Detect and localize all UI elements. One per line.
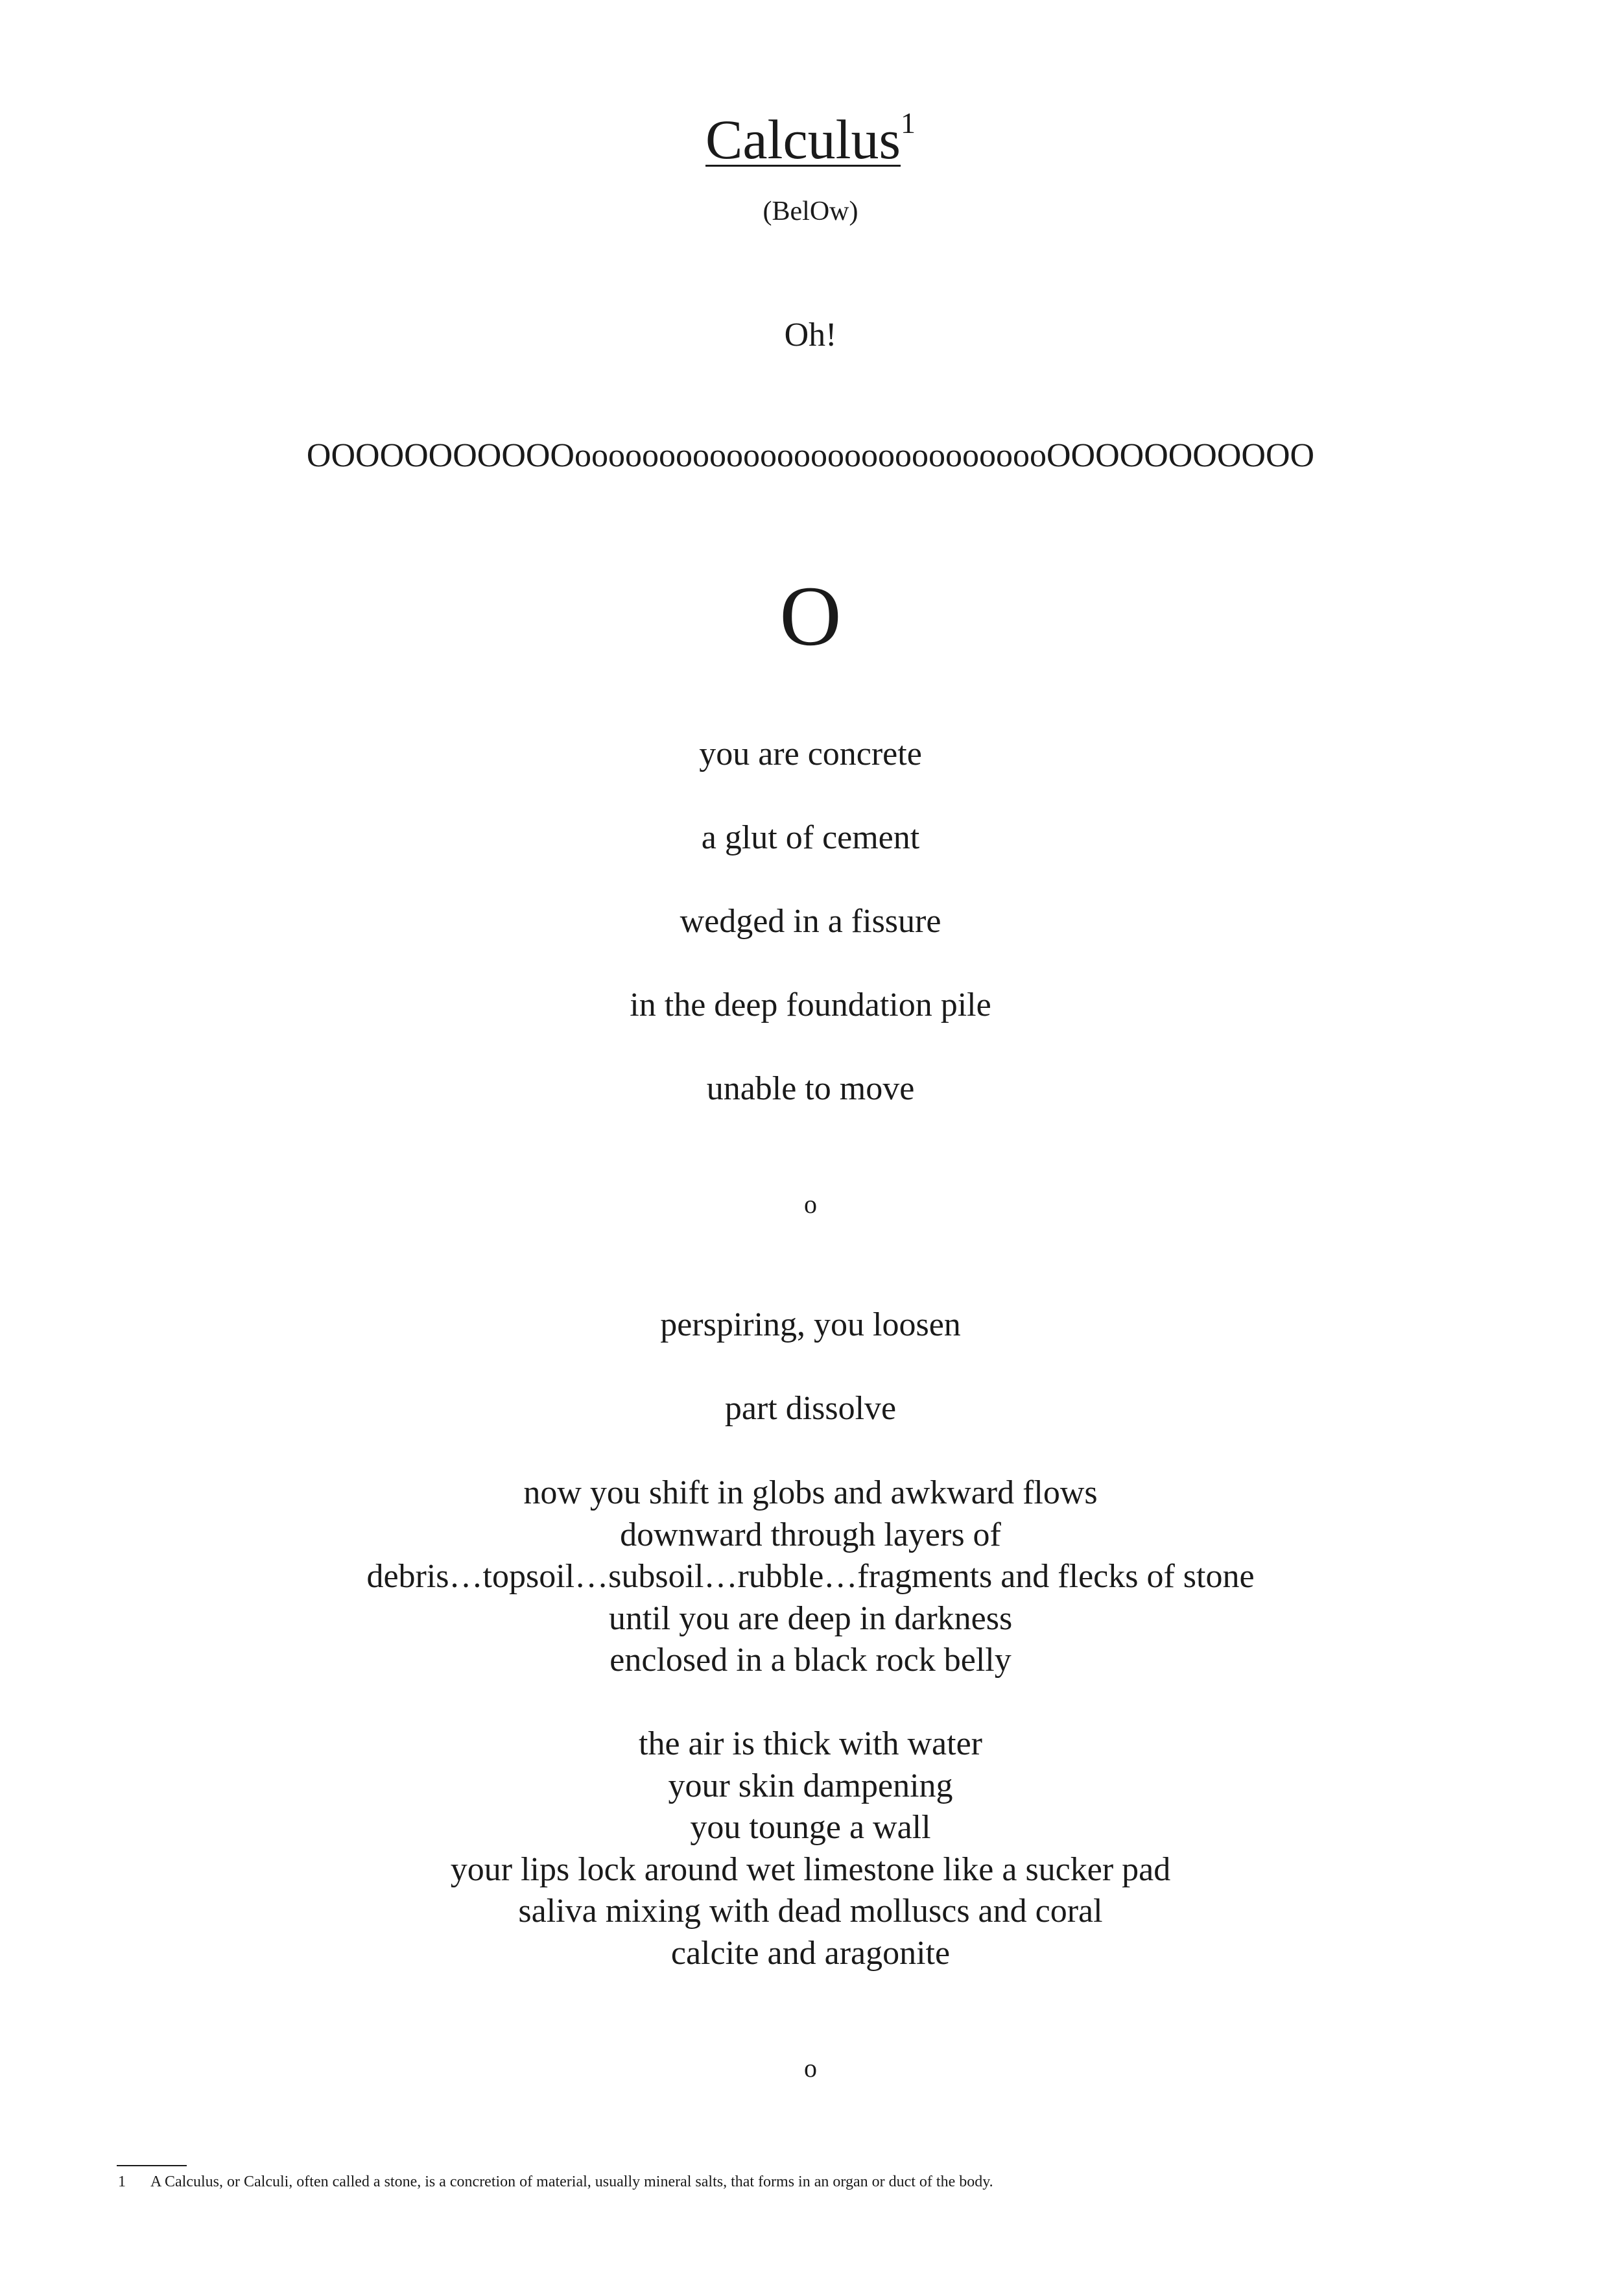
large-o: O xyxy=(779,568,842,664)
stanza3-line: enclosed in a black rock belly xyxy=(609,1642,1012,1679)
stanza1-line: you are concrete xyxy=(699,735,922,772)
footnote-number: 1 xyxy=(118,2173,126,2190)
stanza4-line: you tounge a wall xyxy=(690,1809,931,1846)
footnote-text: A Calculus, or Calculi, often called a stone, is a concretion of material, usually mineral salts, that forms in an organ or duct of the body. xyxy=(150,2173,993,2190)
stanza3 xyxy=(0,1472,1621,1682)
stanza4-line: saliva mixing with dead molluscs and coral xyxy=(518,1893,1103,1930)
long-o-line: OOOOOOOOOOOooooooooooooooooooooooooooooOOOOOOOOOOO xyxy=(306,437,1315,474)
footnote-rule xyxy=(117,2165,187,2166)
stanza3-line: debris…topsoil…subsoil…rubble…fragments and flecks of stone xyxy=(366,1558,1255,1595)
stanza4-line: your lips lock around wet limestone like a sucker pad xyxy=(450,1850,1171,1888)
stanza1-line: in the deep foundation pile xyxy=(630,987,991,1023)
exclamation: Oh! xyxy=(784,317,837,353)
section-divider: o xyxy=(804,1190,817,1219)
stanza4-line: your skin dampening xyxy=(668,1767,953,1804)
page-title: Calculus xyxy=(705,108,901,171)
footnote xyxy=(118,2170,993,2194)
stanza1-line: wedged in a fissure xyxy=(680,903,941,940)
stanza2-line: perspiring, you loosen xyxy=(660,1306,961,1343)
stanza3-line: downward through layers of xyxy=(620,1516,1001,1553)
stanza1-line: a glut of cement xyxy=(701,819,920,856)
stanza1-line: unable to move xyxy=(706,1070,915,1107)
title-line xyxy=(0,104,1621,175)
footnote-reference: 1 xyxy=(900,106,916,139)
stanza4 xyxy=(0,1723,1621,1974)
stanza2-line: part dissolve xyxy=(724,1390,897,1427)
section-divider: o xyxy=(804,2053,817,2083)
stanza4-line: calcite and aragonite xyxy=(670,1934,951,1972)
subtitle: (BelOw) xyxy=(763,197,858,226)
stanza3-line: until you are deep in darkness xyxy=(608,1599,1013,1637)
stanza4-line: the air is thick with water xyxy=(639,1725,982,1762)
stanza3-line: now you shift in globs and awkward flows xyxy=(523,1474,1098,1511)
